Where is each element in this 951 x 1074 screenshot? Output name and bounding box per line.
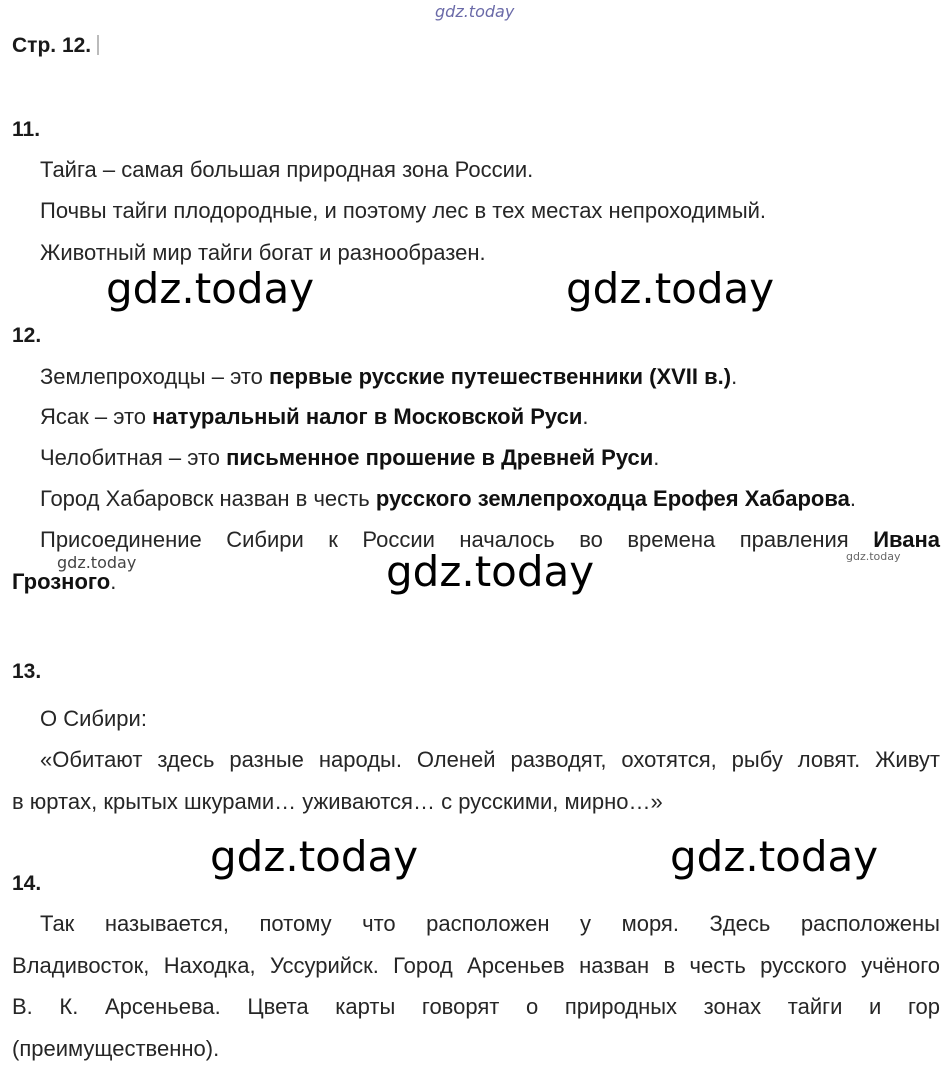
watermark-tiny: gdz.today: [846, 550, 901, 563]
watermark-large: gdz.today: [670, 832, 879, 881]
term-text: Землепроходцы – это: [40, 364, 269, 389]
section-11-line-2: Почвы тайги плодородные, и поэтому лес в тех местах непроходимый.: [40, 198, 767, 223]
section-13-number: 13.: [12, 660, 42, 683]
section-14-line-1: Так называется, потому что расположен у моря. Здесь расположены: [40, 911, 940, 936]
section-12-line-3: [40, 445, 659, 471]
punctuation: .: [582, 404, 589, 429]
page-title-text: Стр. 12.: [12, 34, 92, 57]
definition-bold: Грозного: [12, 569, 111, 594]
watermark-large: gdz.today: [566, 264, 775, 313]
section-13-intro: О Сибири:: [40, 706, 147, 731]
watermark-large: gdz.today: [210, 832, 419, 881]
section-12-line-2: [40, 404, 589, 430]
definition-bold: русского землепроходца Ерофея Хабарова: [375, 486, 850, 511]
section-14-line-2: Владивосток, Находка, Уссурийск. Город Арсеньев назван в честь русского учёного: [12, 953, 940, 978]
watermark-small: gdz.today: [57, 553, 137, 572]
punctuation: .: [849, 486, 856, 511]
section-14-number: 14.: [12, 872, 42, 895]
section-11-line-1: Тайга – самая большая природная зона России.: [40, 157, 534, 182]
term-text: Челобитная – это: [40, 445, 227, 470]
punctuation: .: [731, 364, 738, 389]
section-12-line-4: [40, 486, 856, 512]
definition-bold: натуральный налог в Московской Руси: [152, 404, 583, 429]
definition-bold: первые русские путешественники (XVII в.): [269, 364, 732, 389]
section-12-line-1: [40, 364, 737, 390]
watermark-large: gdz.today: [386, 547, 595, 596]
watermark-large: gdz.today: [106, 264, 315, 313]
section-14-line-3: В. К. Арсеньева. Цвета карты говорят о природных зонах тайги и гор: [12, 994, 940, 1019]
definition-bold: письменное прошение в Древней Руси: [226, 445, 654, 470]
term-text: Город Хабаровск назван в честь: [40, 486, 376, 511]
term-text: Присоединение Сибири к России началось во времена правления: [40, 527, 874, 552]
section-14-line-4: (преимущественно).: [12, 1036, 220, 1061]
section-13-quote-line-1: «Обитают здесь разные народы. Оленей разводят, охотятся, рыбу ловят. Живут: [40, 747, 940, 772]
punctuation: .: [653, 445, 660, 470]
section-12-line-6: [12, 569, 116, 595]
section-12-number: 12.: [12, 324, 42, 347]
text-cursor: [97, 35, 99, 55]
term-text: Ясак – это: [40, 404, 153, 429]
watermark-top: gdz.today: [435, 2, 515, 21]
punctuation: .: [110, 569, 117, 594]
section-11-number: 11.: [12, 118, 41, 141]
page-title: [12, 34, 99, 58]
section-11-line-3: Животный мир тайги богат и разнообразен.: [40, 240, 486, 265]
section-13-quote-line-2: в юртах, крытых шкурами… уживаются… с русскими, мирно…»: [12, 789, 663, 814]
definition-bold: Ивана: [873, 527, 940, 552]
